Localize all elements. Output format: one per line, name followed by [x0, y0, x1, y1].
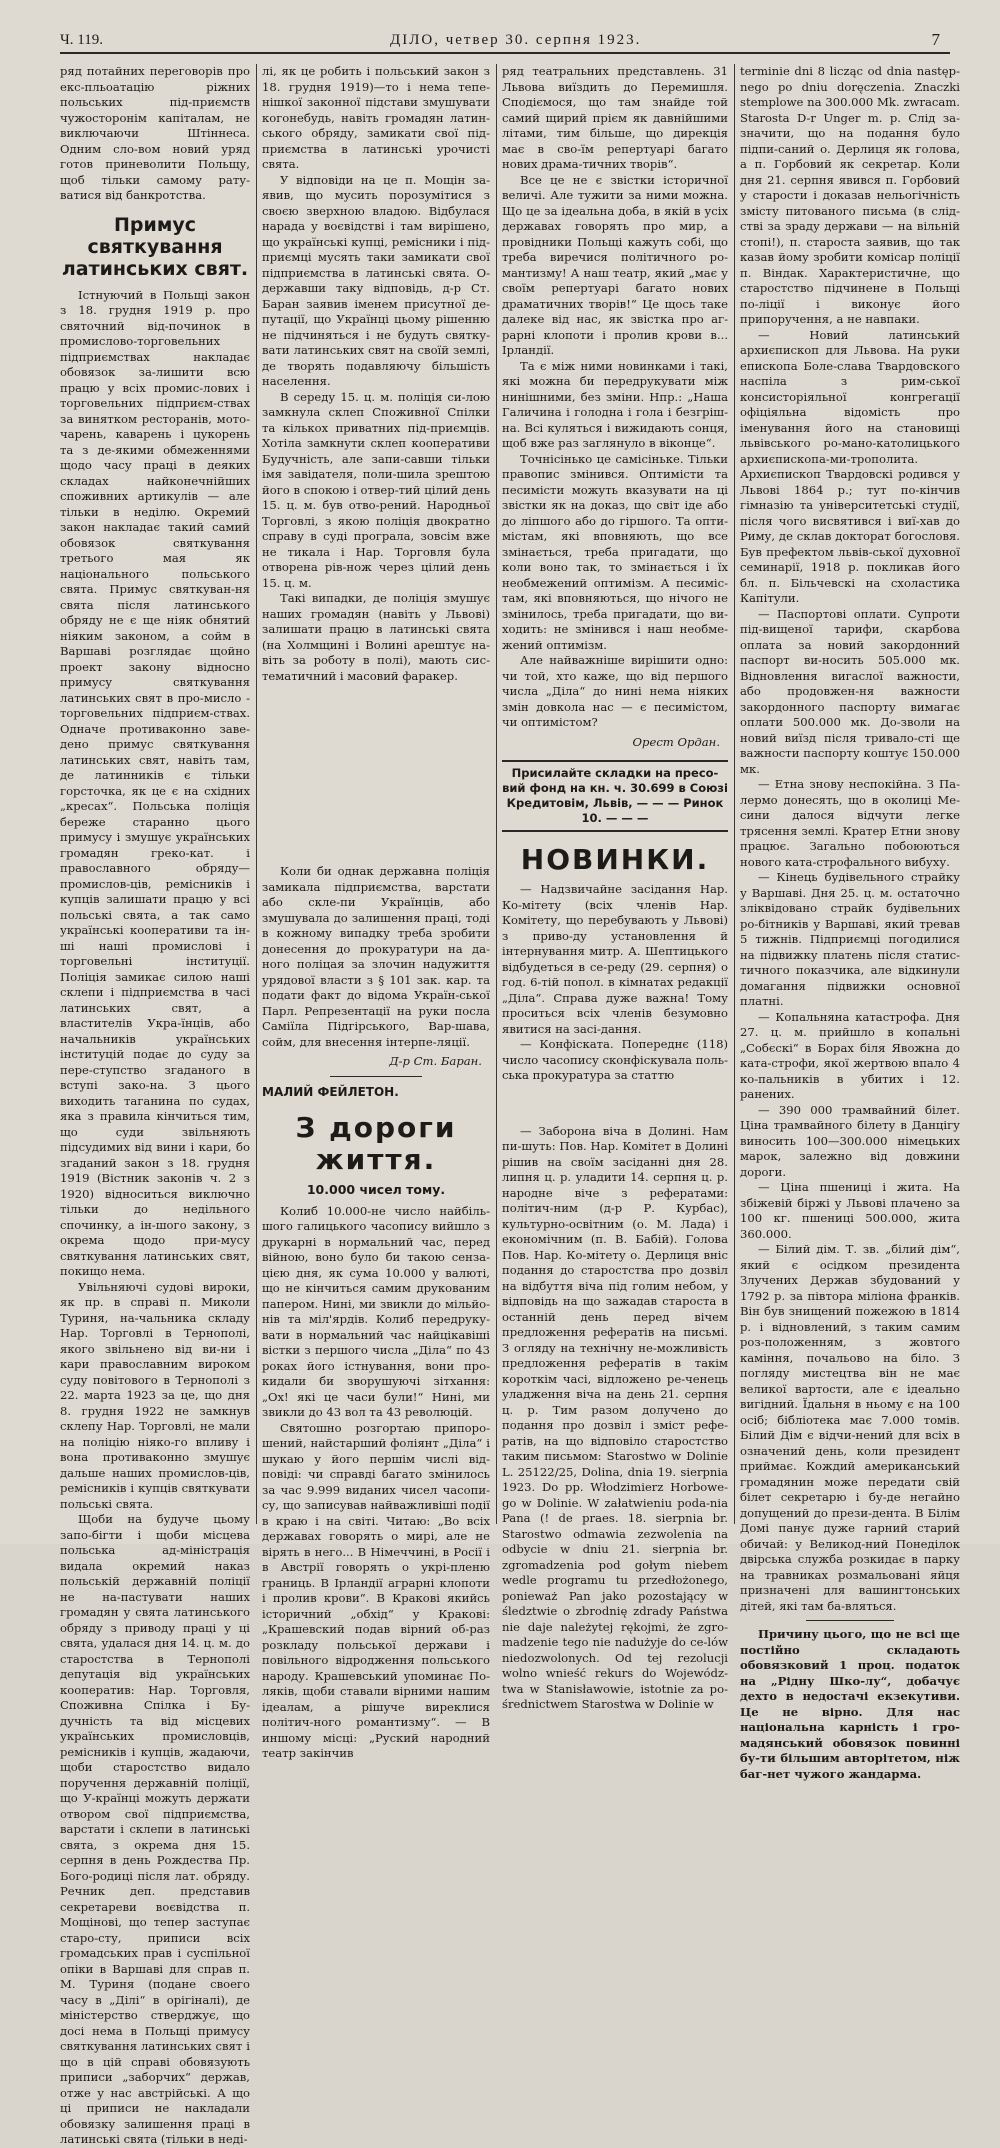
separator — [806, 1620, 894, 1621]
column-4 — [740, 64, 960, 1781]
news-item: — Новий латинський архиєпископ для Львова. На руки епископа Боле-слава Твардовского наспіла з рим-ської консисторіяльної конгрегації офіціяльна відомість про іменування його на становищі львівського ро-мано-католицького архиєпископа-ми-трополита. Архиєпископ Твардовскі родився у Львові 1864 р.; тут по-кінчив гімназію та університетські студії, після чого висвятився і виї-хав до Риму, де склав докторат богословя. Був префектом львів-ської духовної семинарії, 1918 р. покликав його бл. п. Більчевскі на схоластика Капітули. — [740, 327, 960, 605]
article-signature: Д-р Ст. Баран. — [389, 1054, 482, 1068]
masthead-title: ДІЛО, четвер 30. серпня 1923. — [390, 32, 642, 48]
article-paragraph: Увільняючі судові вироки, як пр. в справі п. Миколи Туриня, на-чальника складу Нар. Торговлі в Тернополі, якого звільнено від ви-ни і кари православним вироком суду повітового в Тернополі з 22. марта 1923 за це, що дня 8. грудня 1922 не замкнув склепу Нар. Торговлі, не мали на поліцію ніяко-го впливу і вона противаконно змушує дальше наших промислов-ців, ремісників і купців святкувати польські свята. — [60, 1279, 250, 1511]
feuilleton-subhead: 10.000 чисел тому. — [306, 1182, 446, 1197]
blank-space — [502, 1084, 728, 1124]
article-paragraph: Колиб 10.000-не число найбіль-шого галицького часопису вийшло з друкарні в нормальний час, перед війною, воно було би такою сенза-цією дня, як сума 10.000 у валюті, що не кінчиться самим друкованим папером. Нині, ми звикли до мільйо-нів та міл'ярдів. Колиб передруку-вати в нормальний час найцікавіші вістки з першого числа „Діла“ по 43 роках його істнування, вони про-кидали би зворушуючі зітхання: „Ох! які це часи були!“ Нині, ми звикли до 43 вол та 43 революцій. — [262, 1203, 490, 1419]
article-paragraph: Святошно розгортаю припоро-шений, найстарший фоліянт „Діла“ і шукаю у його першім числі від-повіді: чи справді багато змінилось за час 9.999 виданих чисел часопи-су, що записував найважливіші події в краю і на світі. Читаю: „Во всіх державах говорять о мирі, але не вірять в него... В Німеччині, в Росії і в Австрії говорять о укрі-пленю границь. В Ірландії аграрні клопоти і пролив крови“. В Кракові якийсь історичний „обхід“ у Кракові: „Крашевский подав вірний об-раз розкладу польської держави і повільного відродження польського народу. Крашевський упоминає По-ляків, щоби ставали вірними нашим ідеалам, а рішуче виреклися політич-ного романтизму“. — В иншому місці: „Руский народний театр закінчив — [262, 1420, 490, 1760]
news-item: — Надзвичайне засідання Нар. Ко-мітету (всіх членів Нар. Комітету, що перебувають у Львові) з приво-ду установлення й інтернування митр. А. Шептицького відбудеться в се-реду (29. серпня) о год. 6-тій попол. в кімнатах редакції „Діла“. Справа дуже важна! Тому проситься всіх членів безумовно явитися на засі-дання. — [502, 882, 728, 1036]
article-paragraph: Істнуючий в Польщі закон з 18. грудня 1919 р. про святочний від-починок в промислово-торговельних підприємствах накладає обовязок за-лишити всю працю у всіх промис-лових і торговельних підприєм-ствах за винятком ресторанів, мото-чарень, каварень і цукорень та з де-якими обмеженнями щодо часу праці в деяких складах найконечнійших споживних артикулів — але тільки в неділю. Окремий закон накладає такий самий обовязок святкування третього мая як національного польського свята. Примус святкуван-ня свята після латинського обряду не є ще ніяк обнятий ніяким законом, а сойм в Варшаві розглядає щойно проект закону відносно примусу святкування латинських свят в про-мисло - торговельних підприєм-ствах. Одначе противаконно заве-дено примус святкування латинських свят, навіть там, де латинників є тільки горсточка, як це є на східних „кресах“. Польська поліція береже старанно цього примусу і змушує українських громадян греко-кат. і православного обряду—промислов-ців, ремісників і купців залишати працю у всі польські свята, а так само українські кооперативи та ін-ші наші промислові і торговельні інституції. Поліція замикає силою наші склепи і підприємства в часі латинських свят, а властителів Укра-їнців, або начальників українських інституцій подає до суду за пере-ступство згаданого в вступі зако-на. З цього виходить таганина по судах, яка з правила кінчиться тим, що суди звільняють підсудимих від вини і кари, бо згаданий закон з 18. грудня 1919 (Вістник законів ч. 2 з 1920) відноситься виключно тільки до недільного спочинку, а ін-шого закону, з окрема щодо при-мусу святкування латинських свят, покищо нема. — [60, 287, 250, 1278]
blank-space — [262, 684, 490, 864]
article-paragraph: Такі випадки, де поліція змушує наших громадян (навіть у Львові) залишати працю в латинські свята (на Холмщині і Волині арештує на-віть за роботу в полі), мають сис-тематичний і масовий фаракер. — [262, 591, 490, 683]
column-rule — [496, 64, 497, 1524]
closing-appeal: Причину цього, що не всі ще постійно складають обовязковий 1 проц. податок на „Рідну Шко-лу“, добачує дехто в недостачі екзекутиви. Це не вірно. Для нас національна карність і гро-мадянський обовязок повинні бу-ти більшим авторітетом, ніж баг-нет чужого жандарма. — [740, 1627, 960, 1781]
news-item: — Кінець будівельного страйку у Варшаві. Дня 25. ц. м. остаточно зліквідовано страйк будівельних ро-бітників у Варшаві, який тревав 5 тижнів. Підприємці погодилися на підвижку платень після статис-тичного показчика, але відкинули домагання підвижки основної платні. — [740, 870, 960, 1008]
separator — [330, 1076, 421, 1077]
column-3 — [502, 64, 728, 1711]
article-paragraph: лі, як це робить і польський закон з 18. грудня 1919)—то і нема тепе-нішкої законної підстави змушувати когонебудь, навіть громадян латин-ського обряду, замикати свої під-приємства в латинські урочисті свята. — [262, 64, 490, 171]
article-paragraph: Але найважніше вирішити одно: чи той, хто каже, що від першого числа „Діла“ до нині нема ніяких змін довкола нас — є песимістом, чи оптимістом? — [502, 653, 728, 729]
news-item: — Заборона віча в Долині. Нам пи-шуть: Пов. Нар. Комітет в Долині рішив на своїм засіданні дня 28. липня ц. р. уладити 14. серпня ц. р. народне віче з рефератами: політич-ним (д-р Р. Курбас), культурно-освітним (о. М. Лада) і економічним (п. В. Бабій). Голова Пов. Нар. Ко-мітету о. Дерлиця вніс подання до старостства про дозвіл на відбуття віча під голим небом, у відповідь на що зажадав староста в останній день перед вічем предложення рефератів на письмі. З огляду на технічну не-можливість предложення рефератів в такім короткім часі, відложено ре-ченець уладження віча на день 21. серпня ц. р. Тим разом долучено до подання про дозвіл і зміст рефе-ратів, на що відповіло старостство таким письмом: Starostwo w Dolinie L. 25122/25, Dolina, dnia 19. sierpnia 1923. Do pp. Włodzimierz Horbowe-go w Dolinie. W załatwieniu poda-nia Pana (! de praes. 18. sierpnia br. Starostwo odmawia zezwolenia na odbycie w dniu 21. sierpnia br. zgromadzenia pod gołym niebem wedle programu tu przedłożonego, ponieważ Pan jako pozostający w śledztwie o zbrodnię zdrady Państwa nie daje należytej rękojmi, że zgro-madzenie tego nie nadużyje do ce-lów niedozwolonych. Od tej rezolucji wolno wnieść rekurs do Wojewódz-twa w Stanisławowie, istotnie za po-średnictwem Starostwa w Dolinie w — [502, 1123, 728, 1711]
news-item: — Конфіската. Попереднє (118) число часопису сконфіскувала поль-ська прокуратура за статтю — [502, 1037, 728, 1082]
news-item: — Копальняна катастрофа. Дня 27. ц. м. прийшло в копальні „Собєскі“ в Борах біля Явожна до ката-строфи, якої жертвою впало 4 ко-пальників в убитих і 12. ранених. — [740, 1009, 960, 1101]
article-signature: Орест Ордан. — [632, 734, 720, 749]
news-item: — Білий дім. Т. зв. „білий дім“, який є осідком президента Злучених Держав збудований у 1792 р. за півтора міліона франків. Він був знищений пожежою в 1814 р. і відновлений, з таким самим роз-положенням, з жовтого каміння, почальово на біло. З погляду мистецтва він не має великої вартости, але є ідеально вигідний. Їдальня в ньому є на 100 осіб; бібліотека має 7.000 томів. Білий Дім є відчи-нений для всіх в означений день, коли президент приймає. Кождий американський громадянин може передати свій білет секретарю і бу-де негайно допущений до прези-дента. В Білім Домі панує дуже гарний старий обичай: у Великод-ний Понеділок двірська служба розкидає в парку на травниках розмальовані яйця призначені для вашингтонських дітей, які там ба-вляться. — [740, 1242, 960, 1613]
column-1 — [60, 64, 250, 2146]
article-paragraph: Коли би однак державна поліція замикала підприємства, варстати або скле-пи Українців, або змушувала до залишення праці, тоді в кожному випадку треба зробити донесення до прокуратури на да-ного поліцая за злочин надужиття урядової власти з § 101 зак. кар. та подати факт до відома Україн-ської Парл. Репрезентації на руки посла Саміїла Підгірського, Вар-шава, сойм, для внесення інтерпе-ляції. — [262, 864, 490, 1049]
article-paragraph: Щоби на будуче цьому запо-бігти і щоби місцева польська ад-міністрація видала окремий наказ польській державній поліції не на-пастувати наших громадян у свята латинського обряду з приводу праці у ці свята, удалася дня 14. ц. м. до старостства в Тернополі депутація від українських кооператив: Нар. Торговля, Споживна Спілка і Бу-дучність та від місцевих українських промисловців, ремісників і купців, жадаючи, щоби старостство видало поручення державній поліції, що У-країнці можуть держати отвором свої підприємства, варстати і склепи в латинські свята, з окрема дня 15. серпня в день Рождества Пр. Бого-родиці після лат. обряду. Речник деп. представив секретареви воєвідства п. Мощінові, що тепер заступає старо-сту, приписи всіх громадських прав і суспільної опіки в Варшаві для справ п. М. Туриня (подане своего часу в „Ділі“ в орігіналі), де міністерство стверджує, що досі нема в Польщі примусу святкування латинських свят і що в цій справі обовязують приписи „заборчих“ держав, отже у нас австрійські. А що ці приписи не накладали обовязку залишення праці в латинські свята (тільки в неді- — [60, 1512, 250, 2146]
page-number-right: 7 — [931, 30, 940, 49]
page-header — [60, 28, 950, 54]
column-2 — [262, 64, 490, 1760]
article-paragraph: У відповіди на це п. Мощін за-явив, що мусить порозумітися з своєю зверхною владою. Відбулася нарада у воєвідстві і там вирішено, що українські купці, ремісники і під-приємці мусять таки замикати свої підприємства в латинські свята. О-державши таку відповідь, д-р Ст. Баран заявив іменем присутної де-путації, що Українці цьому рішенню не підчиняться і не будуть святку-вати латинських свят на своїй землі, де творять подавляючу більшість населення. — [262, 172, 490, 388]
news-item: — Ціна пшениці і жита. На збіжевій біржі у Львові плачено за 100 кг. пшениці 500.000, жита 360.000. — [740, 1180, 960, 1241]
lead-paragraph: ряд потайних переговорів про екс-пльоатацію ріжних польських під-приємств чужосторонім капіталам, не виключаючи Штіннеса. Одним сло-вом новий уряд готов приневолити Польщу, щоб тільки самому рату-ватися від банкротства. — [60, 64, 250, 202]
article-headline-latin-holidays: Примус святкування латинських свят. — [61, 213, 249, 280]
news-item: — Паспортові оплати. Супроти під-вищеної тарифи, скарбова оплата за новий закордонний паспорт ви-носить 505.000 мк. Відновлення вигаслої важности, або продовжен-ня важности закордонного паспорту вимагає оплати 500.000 мк. До-зволи на новий виїзд після тривало-сті ще важности паспорту коштує 150.000 мк. — [740, 606, 960, 776]
article-paragraph: Точнісінько це самісіньке. Тільки правопис змінився. Оптимісти та песимісти можуть вказувати на ці звістки як на доказ, що світ іде або до ліпшого або до гіршого. Та опти-містам, які вповняють, що все змінається, треба пригадати, що коли воно так, то змінається і їх необмежений оптимізм. А песиміс-там, які вповняються, що нічого не змінилось, треба пригадати, що ви-ходить: не змінився і наш необме-жений оптимізм. — [502, 451, 728, 652]
news-item: terminie dni 8 licząc od dnia następ-nego po dniu doręczenia. Znaczki stemplowe na 300.000 Mk. zwracam. Starosta D-r Unger m. p. Слід за-значити, що на подання було підпи-саний о. Дерлиця як голова, а п. Горбовий як секретар. Коли дня 21. серпня явився п. Горбовий у старости і доказав нельогічність змісту питованого письма (в слід-стві за зраду держави — на вільній стопі!), п. староста заявив, що так казав йому зробити комісар поліції п. Віндак. Характеристичне, що старостство підчинене в Польщі по-ліції і виконує його припоручення, а не навпаки. — [740, 64, 960, 326]
article-paragraph: Та є між ними новинками і такі, які можна би передрукувати між нинішними, без зміни. Нпр.: „Наша Галичина і голодна і гола і безгріш-на. Всі кулятьcя і вижидають сонця, щоб вже раз заглянуло в віконце“. — [502, 358, 728, 450]
column-rule — [256, 64, 257, 1524]
news-item: — Етна знову неспокійна. З Па-лермо донесять, що в околиці Ме-сини далося відчути легке трясення землі. Кратер Етни знову працює. Загально побоюються нового ката-строфального вибуху. — [740, 777, 960, 869]
news-item: — 390 000 трамвайний білет. Ціна трамвайного білету в Данцігу виносить 100—300.000 німецьких марок, залежно від довжини дороги. — [740, 1102, 960, 1179]
article-paragraph: В середу 15. ц. м. поліція си-лою замкнула склеп Споживної Спілки та кількох приватних під-приємців. Хотіла замкнути склеп кооперативи Будучність, але запи-савши тільки імя завідателя, поли-шила зрештою його в спокою і отвер-тий цілий день 15. ц. м. був отво-рений. Народньої Торговлі, з якою поліція двократно справу в суді програла, зовсім вже не тикала і Нар. Торговля була отворена рів-нож через цілий день 15. ц. м. — [262, 389, 490, 590]
feuilleton-kicker: МАЛИЙ ФЕЙЛЕТОН. — [262, 1084, 399, 1099]
article-paragraph: ряд театральних представлень. 31 Львова виїздить до Перемишля. Сподіємося, що там знайде той самий щирий прієм як давнійшими літами, тим більше, що дирекція має в сво-їм репертуарі багато нових драма-тичних творів“. — [502, 64, 728, 171]
article-paragraph: Все це не є звістки історичної величі. Але тужити за ними можна. Що це за ідеальна доба, в якій в усіх державах говорять про мир, а провідники Польщі кажуть собі, що треба виречися політичного ро-мантизму! А наш театр, який „має у своїм репертуарі багато нових драматичних творів!“ Це щось таке далеке від нас, як звістка про аг-рарні клопоти і пролив крови в... Ірландії. — [502, 172, 728, 357]
column-rule — [734, 64, 735, 1524]
news-section-headline: НОВИНКИ. — [520, 843, 710, 876]
press-fund-notice: Присилайте складки на пресо-вий фонд на кн. ч. 30.699 в Союзі Кредитовім, Львів, — — — Ринок 10. — — — — [502, 760, 728, 832]
feuilleton-headline: З дороги життя. — [295, 1111, 457, 1176]
page-number-left: Ч. 119. — [60, 32, 103, 48]
